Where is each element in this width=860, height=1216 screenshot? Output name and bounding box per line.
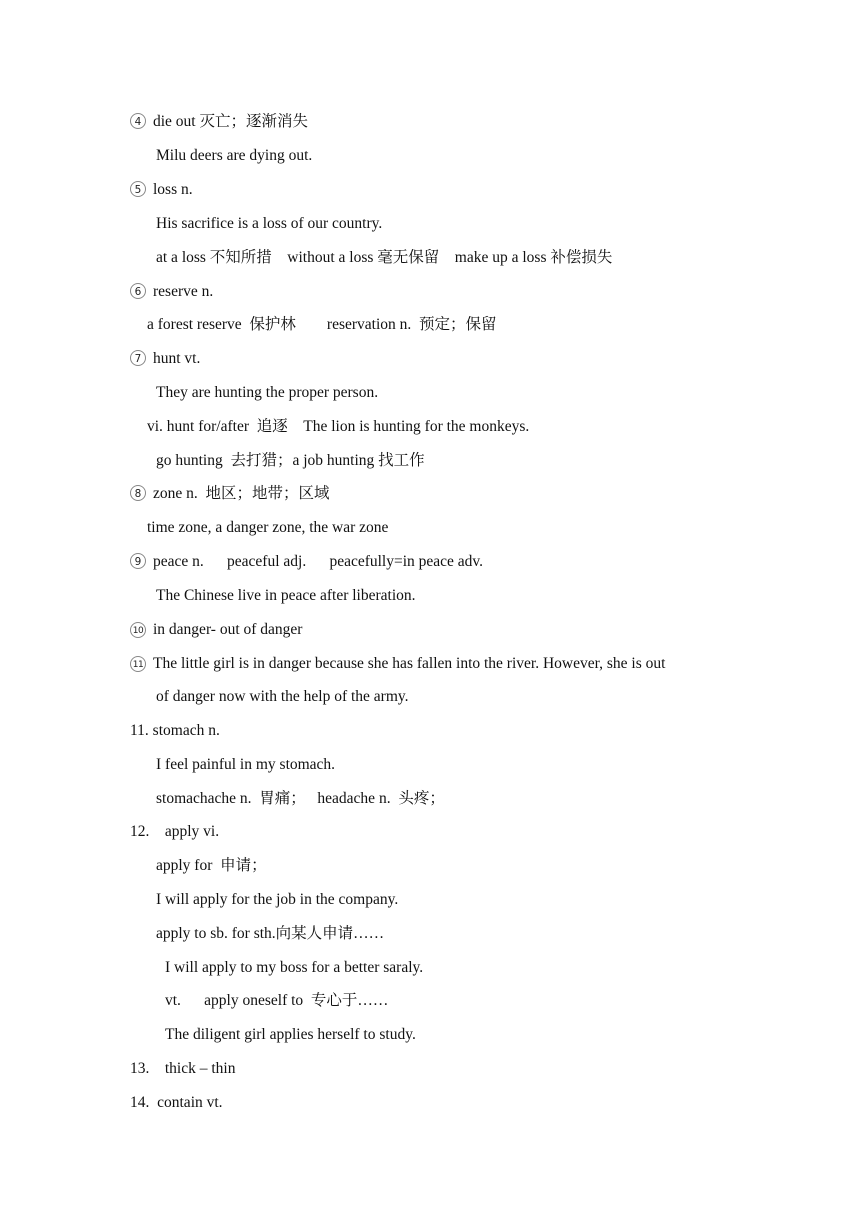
example-line: at a loss 不知所措 without a loss 毫无保留 make up a loss 补偿损失 bbox=[156, 249, 613, 266]
entry-thick-thin: 13. thick – thin bbox=[130, 1060, 236, 1077]
example-line: The diligent girl applies herself to study. bbox=[165, 1026, 416, 1043]
example-line: The Chinese live in peace after liberation. bbox=[156, 587, 416, 604]
entry-text: reserve n. bbox=[153, 283, 214, 300]
entry-text: zone n. 地区；地带；区域 bbox=[153, 485, 330, 502]
example-line: I will apply to my boss for a better saraly. bbox=[165, 959, 424, 976]
circled-number: 6 bbox=[130, 283, 146, 299]
entry-zone bbox=[130, 484, 330, 504]
entry-text: The little girl is in danger because she has fallen into the river. However, she is out bbox=[153, 655, 666, 672]
entry-text: in danger- out of danger bbox=[153, 621, 303, 638]
entry-text: die out 灭亡；逐渐消失 bbox=[153, 113, 308, 130]
entry-apply: 12. apply vi. bbox=[130, 823, 220, 840]
example-line: vi. hunt for/after 追逐 The lion is hunting for the monkeys. bbox=[147, 418, 530, 435]
circled-number: 8 bbox=[130, 485, 146, 501]
circled-number: 11 bbox=[130, 656, 146, 672]
example-line: a forest reserve 保护林 reservation n. 预定；保留 bbox=[147, 316, 497, 333]
entry-text: hunt vt. bbox=[153, 350, 201, 367]
example-line: They are hunting the proper person. bbox=[156, 384, 379, 401]
example-line: stomachache n. 胃痛； headache n. 头疼； bbox=[156, 790, 445, 807]
example-line: vt. apply oneself to 专心于…… bbox=[165, 992, 389, 1009]
example-line: apply to sb. for sth.向某人申请…… bbox=[156, 925, 385, 942]
example-line: apply for 申请； bbox=[156, 857, 267, 874]
example-line: His sacrifice is a loss of our country. bbox=[156, 215, 383, 232]
example-line: of danger now with the help of the army. bbox=[156, 688, 409, 705]
example-line: go hunting 去打猎；a job hunting 找工作 bbox=[156, 452, 425, 469]
circled-number: 10 bbox=[130, 622, 146, 638]
entry-in-danger bbox=[130, 620, 302, 640]
circled-number: 5 bbox=[130, 181, 146, 197]
entry-die-out bbox=[130, 112, 308, 132]
entry-loss bbox=[130, 180, 193, 200]
entry-text: loss n. bbox=[153, 181, 193, 198]
entry-reserve bbox=[130, 282, 213, 302]
circled-number: 9 bbox=[130, 553, 146, 569]
circled-number: 4 bbox=[130, 113, 146, 129]
entry-peace bbox=[130, 552, 483, 572]
entry-contain: 14. contain vt. bbox=[130, 1094, 223, 1111]
entry-hunt bbox=[130, 349, 200, 369]
example-line: Milu deers are dying out. bbox=[156, 147, 313, 164]
entry-text: peace n. peaceful adj. peacefully=in peace adv. bbox=[153, 553, 484, 570]
example-line: time zone, a danger zone, the war zone bbox=[147, 519, 389, 536]
entry-example-danger bbox=[130, 654, 665, 674]
example-line: I feel painful in my stomach. bbox=[156, 756, 336, 773]
example-line: I will apply for the job in the company. bbox=[156, 891, 399, 908]
entry-stomach: 11. stomach n. bbox=[130, 722, 220, 739]
circled-number: 7 bbox=[130, 350, 146, 366]
